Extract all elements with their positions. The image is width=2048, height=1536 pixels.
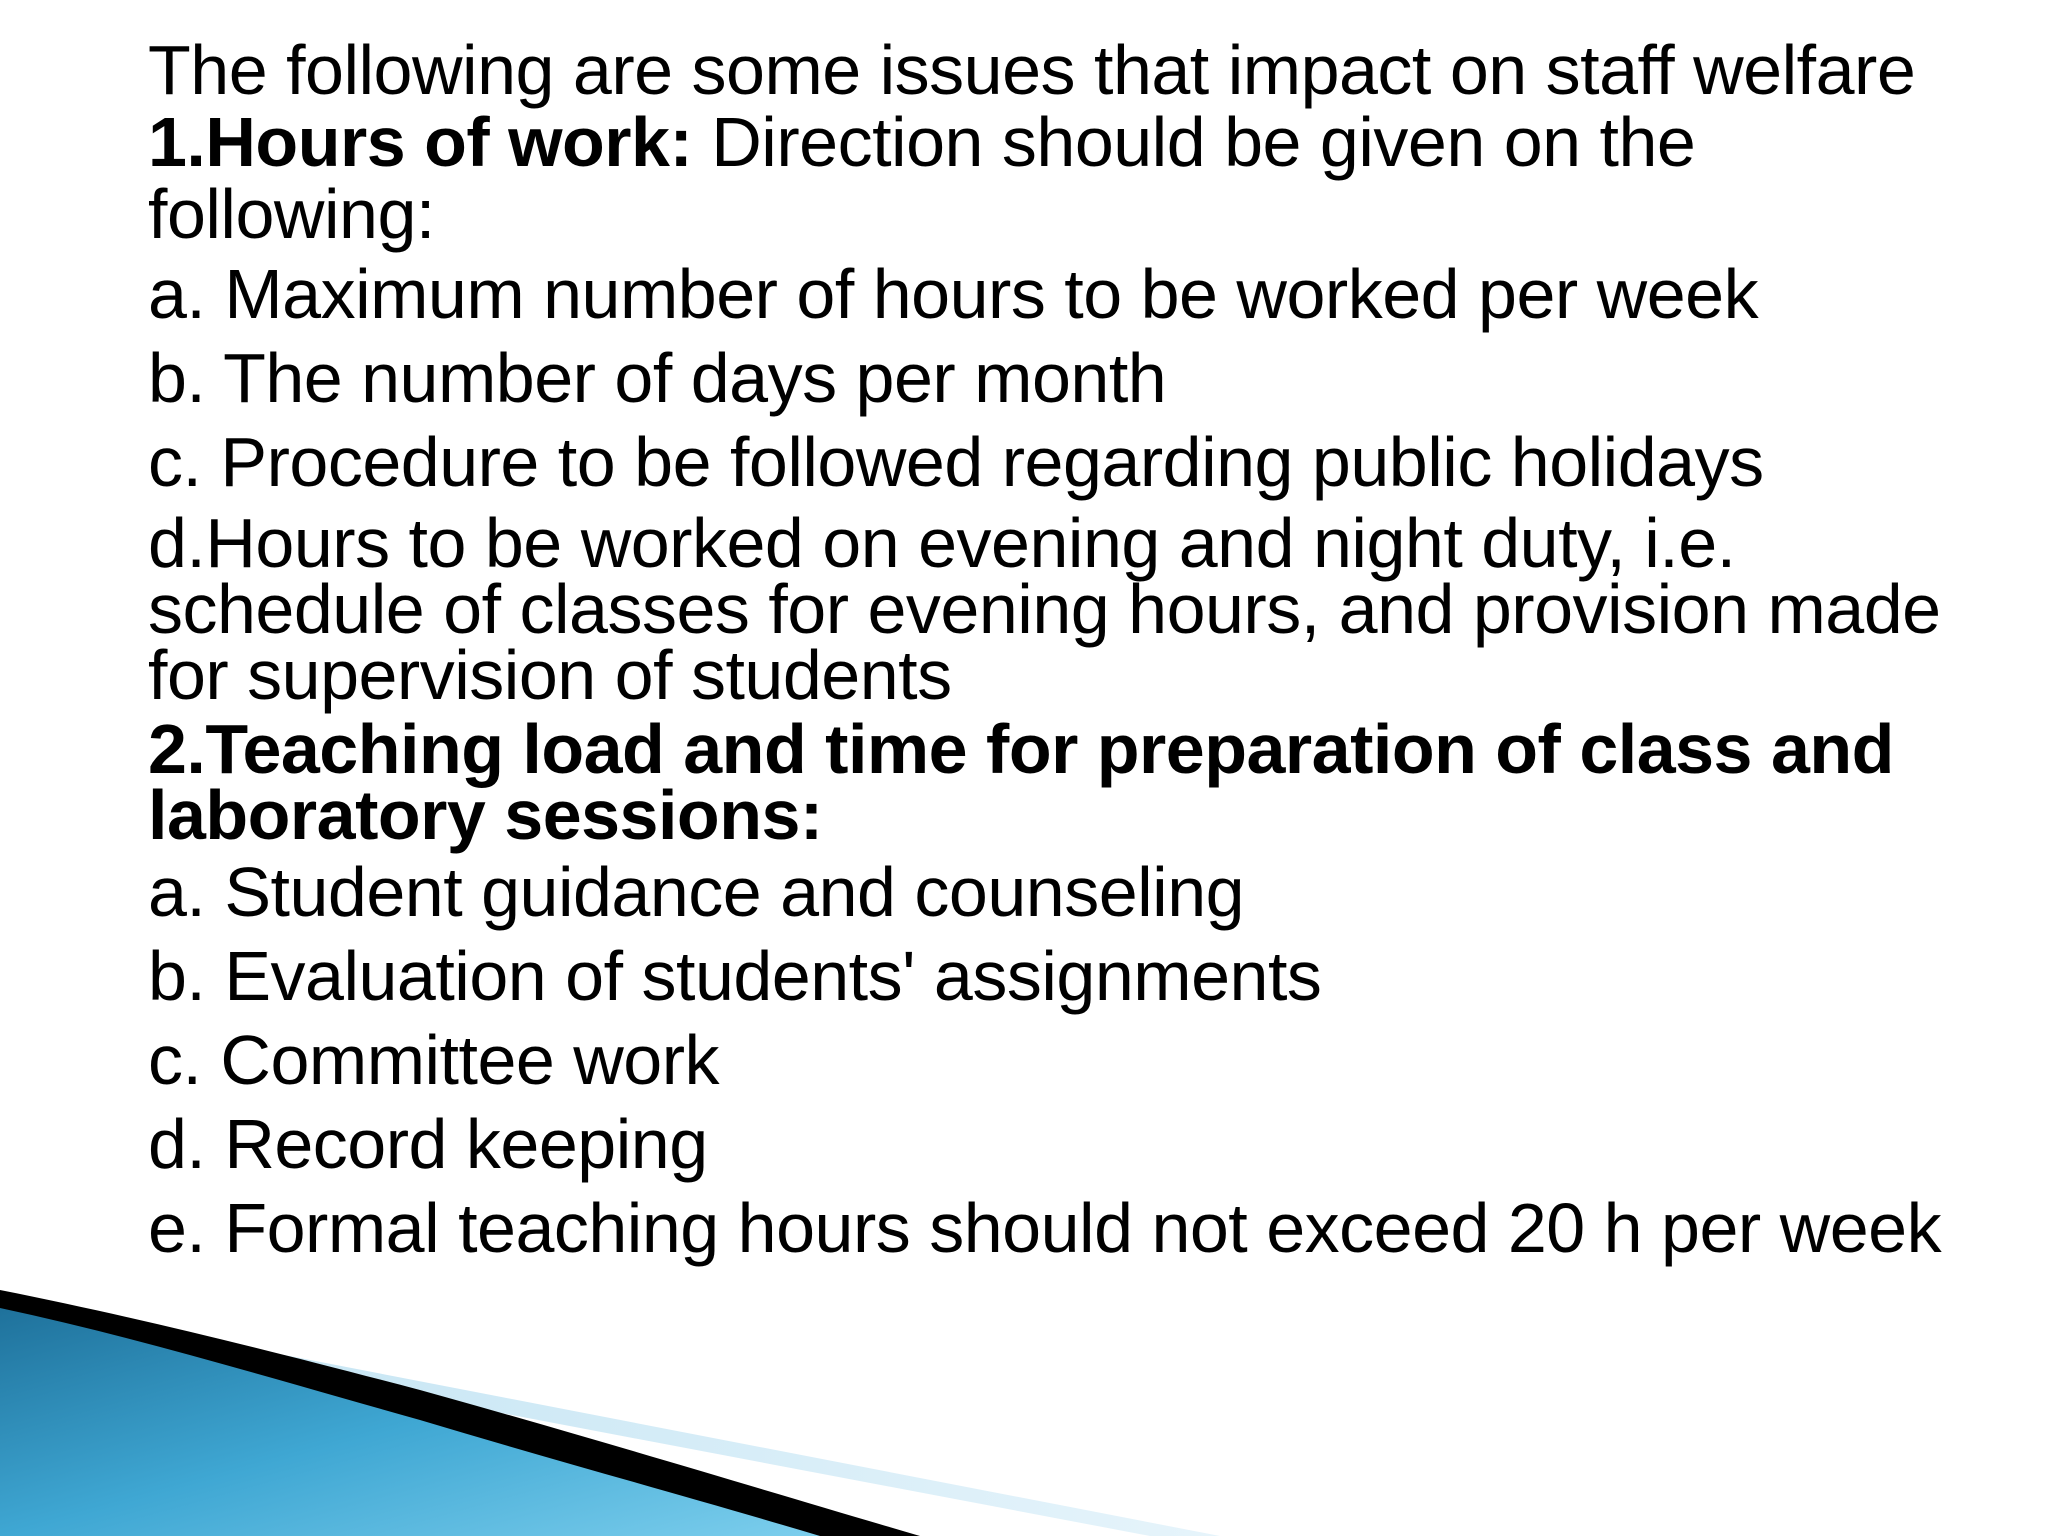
section-1-item-c: c. Procedure to be followed regarding public holidays — [148, 423, 1764, 501]
section-1-item-d-line-1: d.Hours to be worked on evening and night duty, i.e. — [148, 504, 1736, 582]
section-1-item-d-line-3: for supervision of students — [148, 636, 952, 714]
section-1-text-continued: following: — [148, 175, 435, 253]
section-2-item-c: c. Committee work — [148, 1021, 720, 1099]
section-1-heading: 1.Hours of work: — [148, 103, 693, 181]
section-2-item-d: d. Record keeping — [148, 1105, 708, 1183]
section-2-item-a: a. Student guidance and counseling — [148, 853, 1245, 931]
section-1-item-d-line-2: schedule of classes for evening hours, and provision made — [148, 570, 1941, 648]
section-2-heading-line-1: 2.Teaching load and time for preparation of class and — [148, 710, 1894, 788]
section-2-item-e: e. Formal teaching hours should not exceed 20 h per week — [148, 1189, 1942, 1267]
intro-line: The following are some issues that impact on staff welfare — [148, 31, 1916, 109]
section-1-item-b: b. The number of days per month — [148, 339, 1167, 417]
section-1-heading-line — [148, 103, 2028, 181]
section-2-heading-line-2: laboratory sessions: — [148, 776, 823, 854]
section-1-text: Direction should be given on the — [692, 103, 1696, 181]
section-1-item-a: a. Maximum number of hours to be worked per week — [148, 255, 1759, 333]
slide-content — [148, 31, 2028, 1267]
section-2-item-b: b. Evaluation of students' assignments — [148, 937, 1322, 1015]
